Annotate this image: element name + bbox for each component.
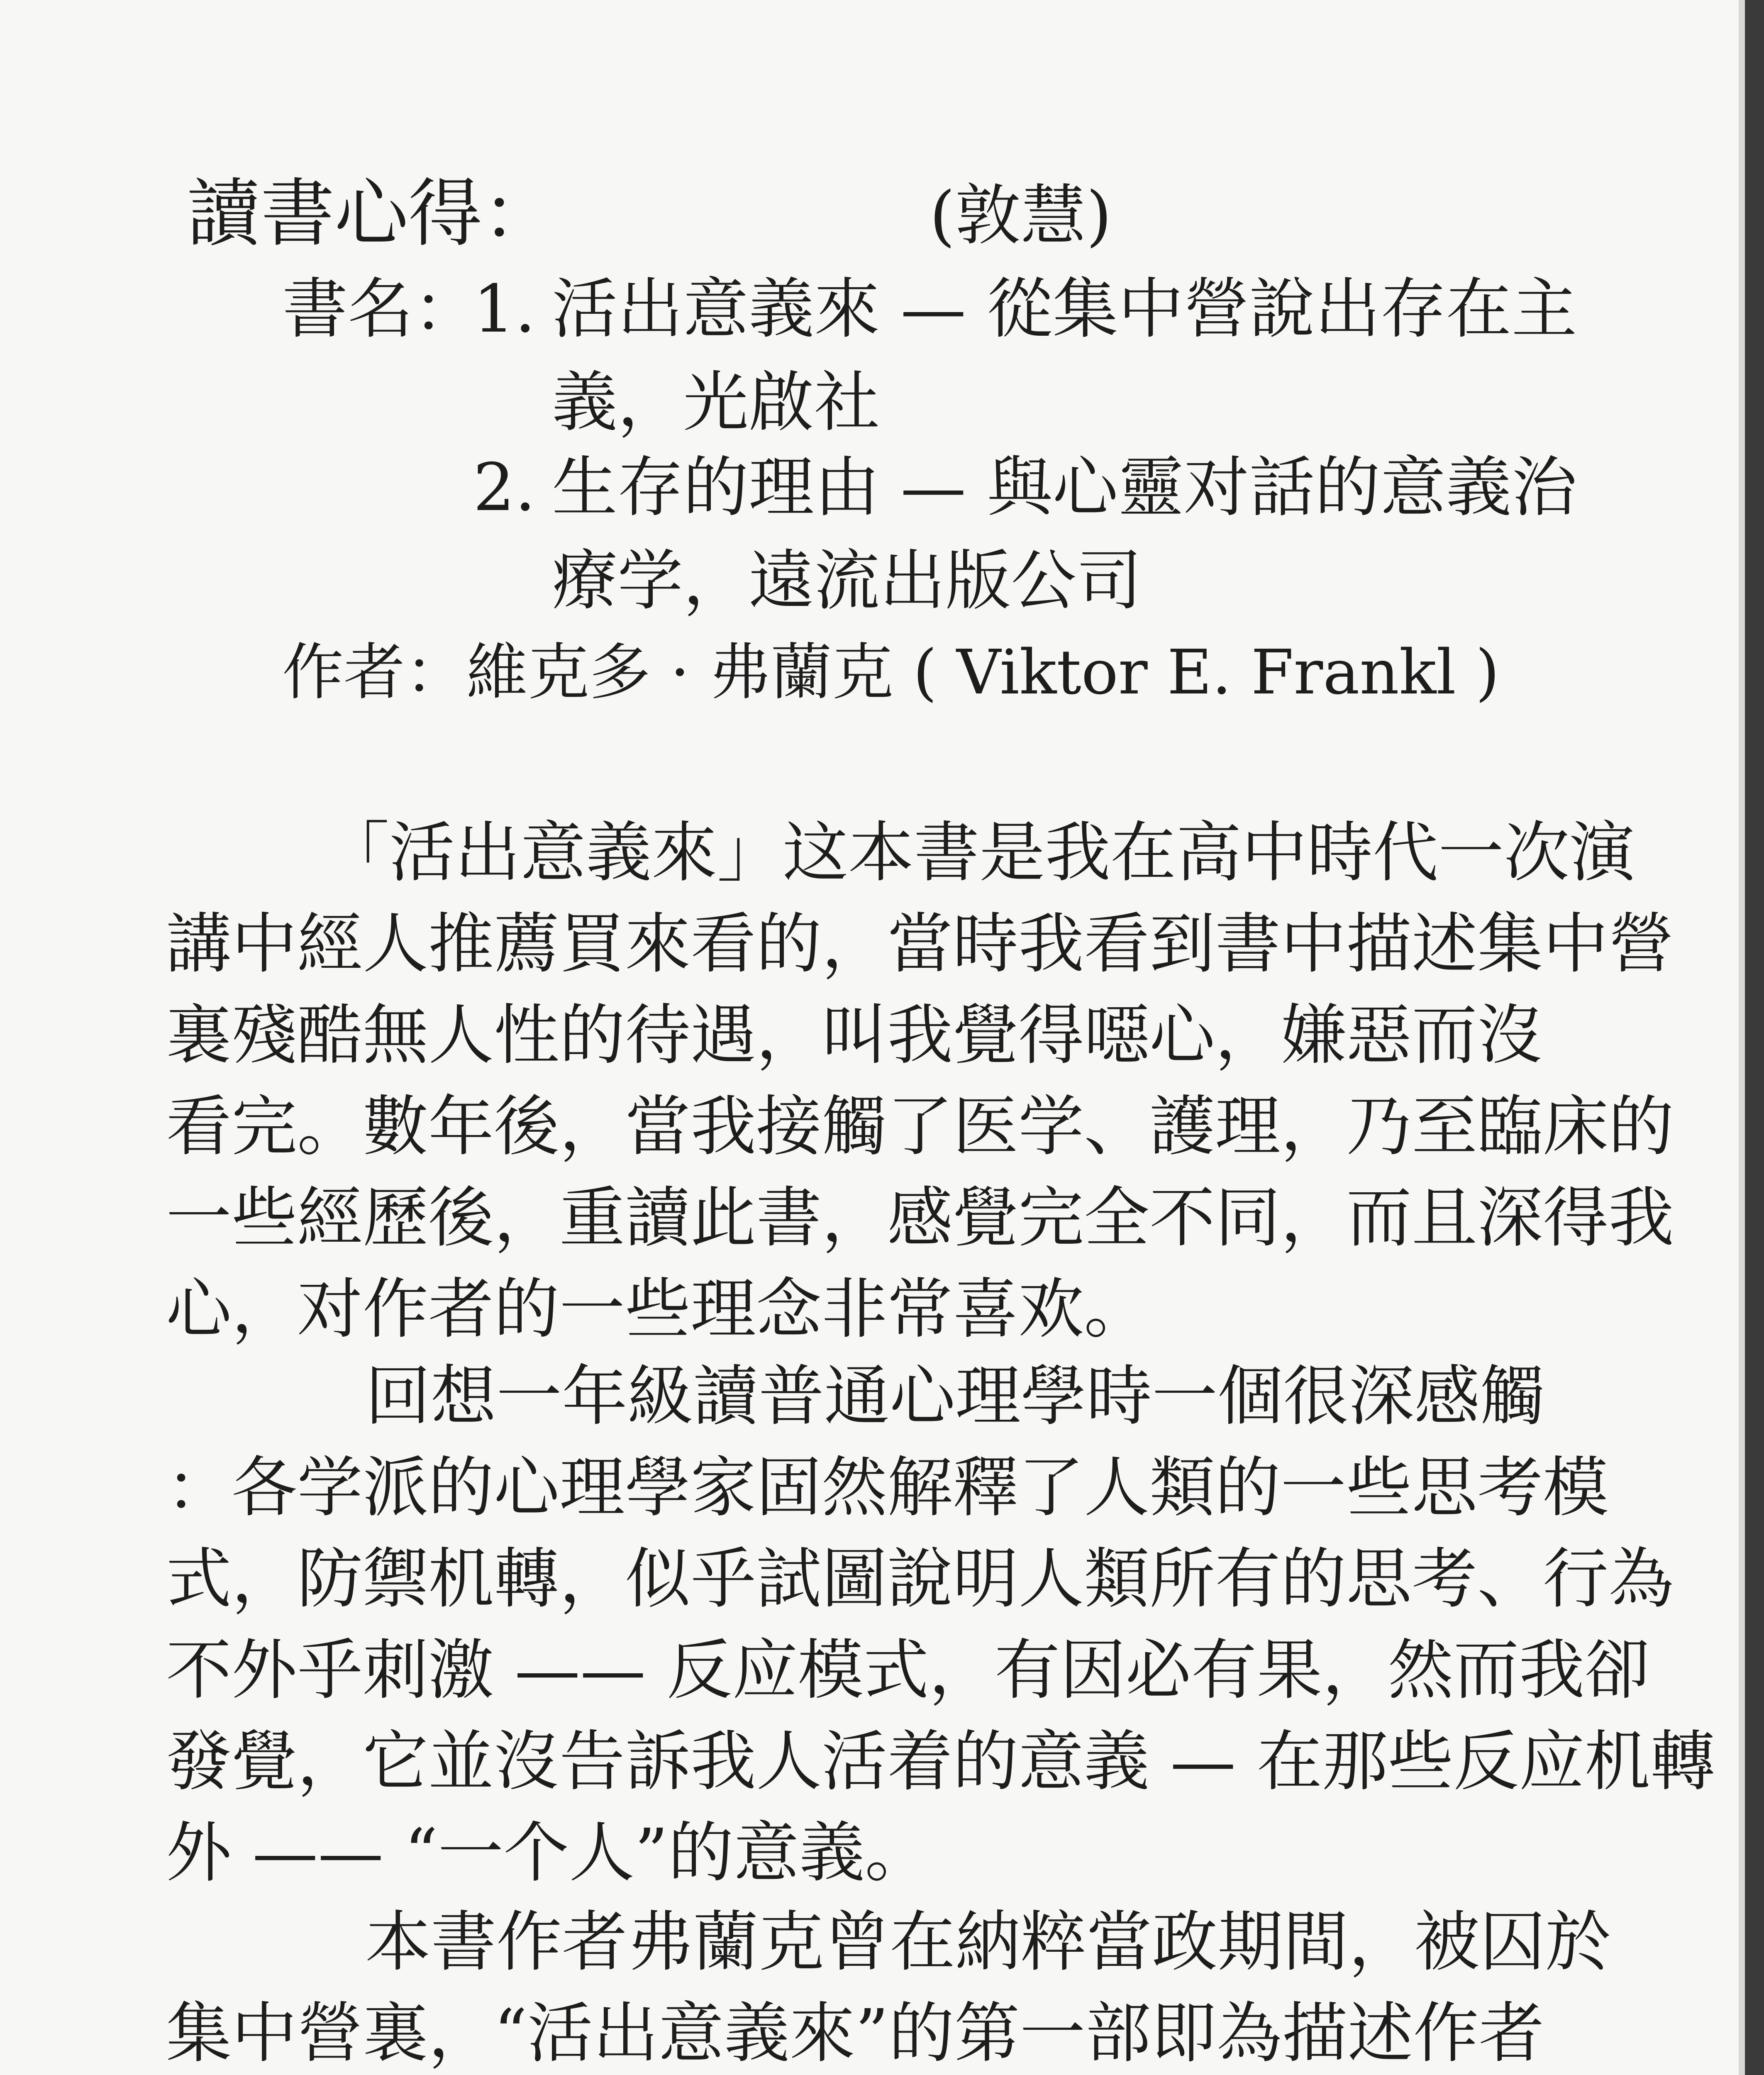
body-line: ：各学派的心理學家固然解釋了人類的一些思考模 <box>166 1450 1608 1526</box>
body-line: 集中營裏，“活出意義來”的第一部即為描述作者 <box>166 1995 1544 2072</box>
book-label: 書名： <box>282 271 479 347</box>
author-line: 作者：維克多 · 弗蘭克 ( Viktor E. Frankl ) <box>282 637 1500 708</box>
page-edge-shadow <box>1739 0 1745 2075</box>
book2-title-line2: 療学，遠流出版公司 <box>552 543 1142 619</box>
book2-title-line1: 生存的理由 — 與心靈对話的意義治 <box>552 449 1577 526</box>
book1-title-line1: 活出意義來 — 從集中營說出存在主 <box>552 271 1577 347</box>
body-line: 「活出意義來」这本書是我在高中時代一次演 <box>324 815 1635 891</box>
body-line: 心，对作者的一些理念非常喜欢。 <box>166 1271 1149 1348</box>
book1-number: 1. <box>473 271 536 347</box>
body-line: 本書作者弗蘭克曾在納粹當政期間，被囚於 <box>365 1904 1611 1980</box>
body-line: 不外乎刺激 —— 反应模式，有因必有果，然而我卻 <box>166 1632 1650 1709</box>
body-line: 發覺，它並沒告訴我人活着的意義 — 在那些反应机轉 <box>166 1723 1716 1800</box>
body-line: 裏殘酷無人性的待遇，叫我覺得噁心，嫌惡而沒 <box>166 997 1543 1074</box>
scan-border <box>1745 0 1764 2075</box>
book2-number: 2. <box>473 449 536 526</box>
book1-title-line2: 義，光啟社 <box>552 364 880 441</box>
body-line: 講中經人推薦買來看的，當時我看到書中描述集中營 <box>166 906 1674 982</box>
body-line: 看完。數年後，當我接觸了医学、護理，乃至臨床的 <box>166 1089 1674 1165</box>
body-line: 一些經歷後，重讀此書，感覺完全不同，而且深得我 <box>166 1180 1674 1256</box>
author-note: (敦慧) <box>930 178 1112 254</box>
body-line: 式，防禦机轉，似乎試圖說明人類所有的思考、行為 <box>166 1541 1674 1617</box>
page-title: 讀書心得： <box>187 171 556 256</box>
body-line: 外 —— “一个人”的意義。 <box>166 1815 930 1891</box>
body-line: 回想一年級讀普通心理學時一個很深感觸 <box>365 1358 1545 1435</box>
